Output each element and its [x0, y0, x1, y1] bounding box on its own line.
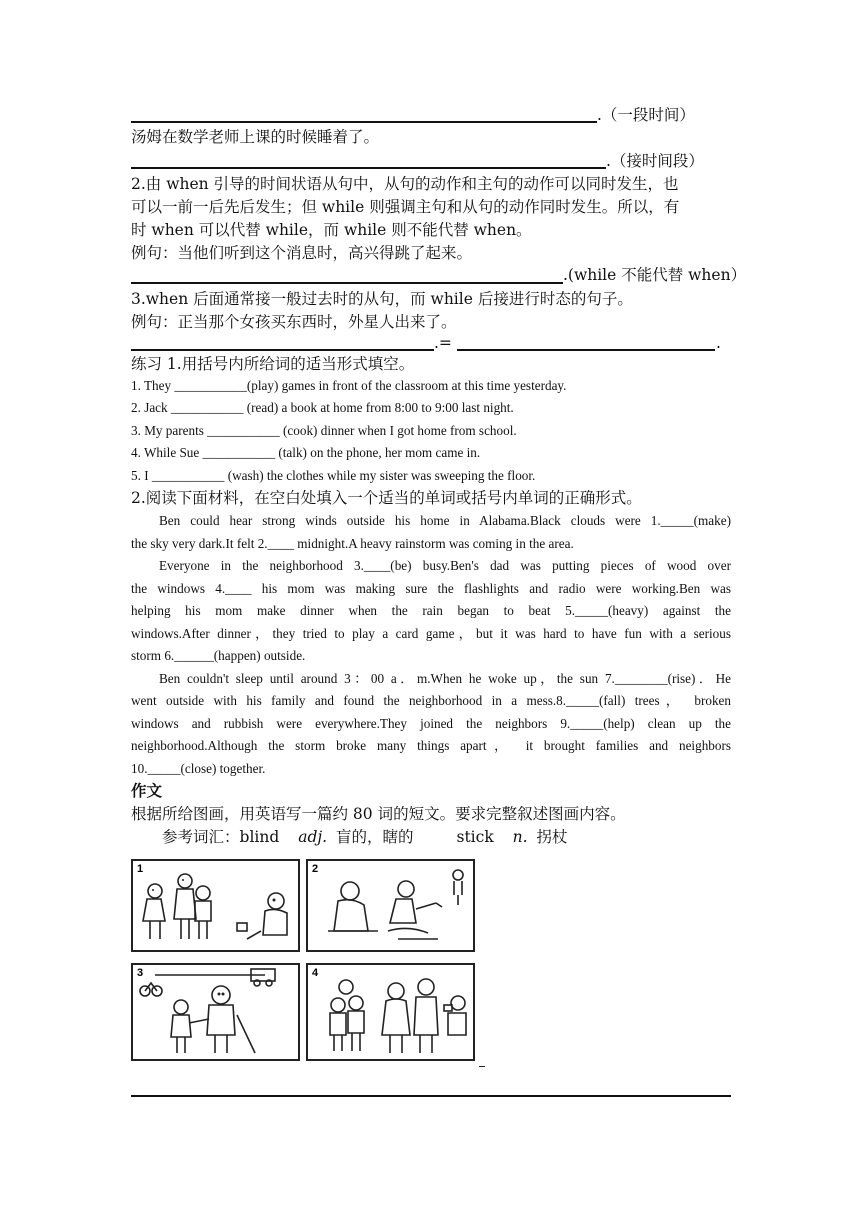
vocab-word-stick: stick — [456, 828, 494, 846]
panel-number: 4 — [312, 967, 319, 979]
vocab-def-stick: 拐杖 — [536, 828, 568, 846]
answer-line-4b — [457, 349, 715, 351]
children-meeting-blind-man-illustration — [133, 861, 298, 950]
vocab-pos-adj: adj. — [298, 828, 328, 846]
picture-panel-2 — [306, 859, 475, 952]
answer-line-2 — [131, 167, 606, 169]
child-helping-man-illustration — [308, 861, 473, 950]
exercise-2-title: 2.阅读下面材料，在空白处填入一个适当的单词或括号内单词的正确形式。 — [131, 489, 642, 507]
exercise-1-item: 3. My parents ___________ (cook) dinner when I got home from school. — [131, 423, 517, 438]
rule-2-line-1: 2.由 when 引导的时间状语从句中，从句的动作和主句的动作可以同时发生，也 — [131, 175, 679, 193]
passage-line: helping his mom make dinner when the rain began to beat 5._____(heavy) against the — [131, 603, 731, 618]
note-while-when: .(while 不能代替 when） — [563, 266, 747, 284]
example-sentence-news: 例句：当他们听到这个消息时，高兴得跳了起来。 — [131, 244, 473, 262]
answer-line-4a — [131, 349, 434, 351]
exercise-1-item: 1. They ___________(play) games in front of the classroom at this time yesterday. — [131, 378, 567, 393]
vocab-def-blind: 盲的，瞎的 — [336, 828, 414, 846]
note-time-period: .（一段时间） — [597, 106, 695, 124]
passage-line: storm 6.______(happen) outside. — [131, 648, 306, 663]
writing-answer-line — [131, 1095, 731, 1097]
exercise-1-item: 5. I ___________ (wash) the clothes while my sister was sweeping the floor. — [131, 468, 536, 483]
rule-2-line-3: 时 when 可以代替 while，而 while 则不能代替 when。 — [131, 221, 532, 239]
picture-panel-1 — [131, 859, 300, 952]
passage-line: the sky very dark.It felt 2.____ midnight.A heavy rainstorm was coming in the area. — [131, 536, 574, 551]
passage-line: Ben couldn't sleep until around 3：00 a．m.When he woke up，the sun 7.________(rise)．He — [159, 671, 731, 686]
passage-line: Everyone in the neighborhood 3.____(be) busy.Ben's dad was putting pieces of wood over — [159, 558, 731, 573]
panel-number: 3 — [137, 967, 144, 979]
vocab-pos-n: n. — [512, 828, 528, 846]
child-leading-blind-man-illustration — [133, 965, 298, 1059]
writing-title: 作文 — [131, 781, 163, 800]
vocabulary-hint — [162, 826, 568, 848]
passage-line: the windows 4.____ his mom was making sure the flashlights and radio were working.Ben was — [131, 581, 731, 596]
passage-line: neighborhood.Although the storm broke many things apart， it brought families and neighbors — [131, 738, 731, 753]
picture-panel-3 — [131, 963, 300, 1061]
exercise-1-item: 2. Jack ___________ (read) a book at home from 8:00 to 9:00 last night. — [131, 400, 514, 415]
passage-line: Ben could hear strong winds outside his home in Alabama.Black clouds were 1._____(make) — [159, 513, 731, 528]
vocab-word-blind: blind — [239, 828, 280, 846]
line-end-period: . — [716, 334, 721, 352]
vocab-label: 参考词汇： — [162, 828, 240, 846]
equals-sign: .= — [434, 334, 452, 352]
example-sentence-tom: 汤姆在数学老师上课的时候睡着了。 — [131, 128, 380, 146]
family-thanking-children-illustration — [308, 965, 473, 1059]
passage-line: 10._____(close) together. — [131, 761, 266, 776]
passage-line: windows.After dinner，they tried to play a card game，but it was hard to have fun with a serious — [131, 626, 731, 641]
panel-number: 1 — [137, 863, 144, 875]
example-sentence-alien: 例句：正当那个女孩买东西时，外星人出来了。 — [131, 313, 457, 331]
passage-line: went outside with his family and found the neighborhood in a mess.8._____(fall) trees， broken — [131, 693, 731, 708]
picture-panel-4 — [306, 963, 475, 1061]
note-follow-time-period: .（接时间段） — [606, 152, 704, 170]
rule-3-line: 3.when 后面通常接一般过去时的从句，而 while 后接进行时态的句子。 — [131, 290, 633, 308]
stray-dash — [479, 1066, 485, 1067]
passage-line: windows and rubbish were everywhere.They joined the neighbors 9._____(help) clean up the — [131, 716, 731, 731]
panel-number: 2 — [312, 863, 319, 875]
rule-2-line-2: 可以一前一后先后发生；但 while 则强调主句和从句的动作同时发生。所以，有 — [131, 198, 680, 216]
exercise-1-title: 练习 1.用括号内所给词的适当形式填空。 — [131, 355, 415, 373]
answer-line-1 — [131, 121, 597, 123]
exercise-1-item: 4. While Sue ___________ (talk) on the phone, her mom came in. — [131, 445, 481, 460]
writing-instruction: 根据所给图画，用英语写一篇约 80 词的短文。要求完整叙述图画内容。 — [131, 805, 626, 823]
answer-line-3 — [131, 282, 563, 284]
